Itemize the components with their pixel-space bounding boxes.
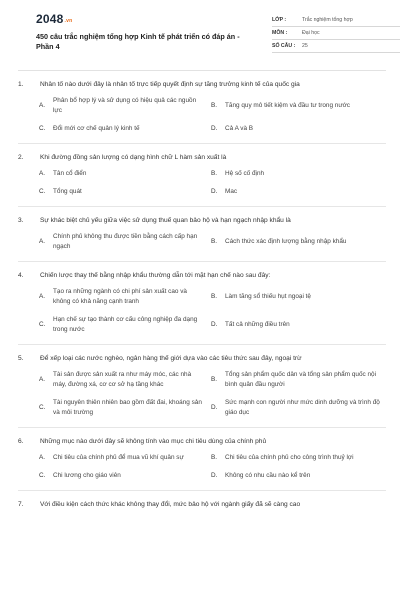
question-text (18, 500, 386, 509)
option-text: Chi tiêu của chính phủ để mua vũ khí quân sự (53, 454, 184, 461)
option-text: Sức mạnh con người như mức dinh dưỡng và trình độ giáo dục (225, 399, 380, 416)
option-text: Làm tăng sổ thiếu hụt ngoại tệ (225, 293, 311, 300)
answer-option[interactable] (39, 471, 211, 481)
answer-option[interactable] (211, 187, 386, 197)
question-stem: Khi đường đồng sản lượng có dạng hình chữ L hàm sản xuất là (40, 154, 227, 161)
answer-option[interactable] (211, 453, 386, 463)
meta-value: 25 (302, 43, 308, 49)
meta-row (272, 27, 400, 40)
option-letter: D. (211, 404, 218, 411)
answer-option[interactable] (39, 187, 211, 197)
question-stem: Những mục nào dưới đây sẽ không tính vào mục chi tiêu dùng của chính phủ (40, 438, 267, 445)
option-text: Tân cổ điển (53, 170, 87, 177)
option-letter: B. (211, 170, 218, 177)
option-text: Chính phủ không thu được tiền bằng cách cấp hạn ngạch (53, 233, 198, 250)
option-letter: C. (39, 472, 46, 479)
answer-options (39, 96, 386, 134)
answer-options (39, 370, 386, 418)
option-letter: A. (39, 293, 46, 300)
option-letter: D. (211, 321, 218, 328)
answer-option[interactable] (39, 370, 211, 390)
question-item (18, 216, 386, 262)
question-stem: Với điều kiện cách thức khác không thay đổi, mức bảo hộ với ngành giấy đã sẽ càng cao (40, 501, 301, 508)
question-divider (18, 427, 386, 428)
option-text: Hạn chế sự tạo thành cơ cấu công nghiệp đa dạng trong nước (53, 316, 198, 333)
question-number: 2. (18, 154, 24, 161)
meta-label: MÔN : (272, 30, 288, 36)
answer-option[interactable] (211, 124, 386, 134)
question-item (18, 80, 386, 144)
question-item (18, 354, 386, 428)
question-number: 1. (18, 81, 24, 88)
option-letter: B. (211, 376, 218, 383)
answer-option[interactable] (39, 232, 211, 252)
question-divider (18, 344, 386, 345)
question-number: 7. (18, 501, 24, 508)
option-text: Hệ số cố định (225, 170, 265, 177)
option-text: Tài sản được sản xuất ra như máy móc, các nhà máy, đường xá, cơ cơ sở hạ tầng khác (53, 371, 192, 388)
meta-value: Đại học (302, 30, 320, 36)
question-item (18, 437, 386, 491)
option-text: Mac (225, 188, 238, 195)
option-letter: B. (211, 102, 218, 109)
question-number: 4. (18, 272, 24, 279)
answer-option[interactable] (211, 370, 386, 390)
question-number: 6. (18, 438, 24, 445)
answer-option[interactable] (39, 453, 211, 463)
option-letter: A. (39, 238, 46, 245)
question-text (18, 271, 386, 280)
option-text: Cả A và B (225, 125, 254, 132)
answer-options (39, 232, 386, 252)
option-text: Đổi mới cơ chế quản lý kinh tế (53, 125, 140, 132)
answer-option[interactable] (211, 232, 386, 252)
meta-label: SỐ CÂU : (272, 43, 296, 49)
question-list (18, 80, 386, 509)
meta-value: Trắc nghiệm tổng hợp (302, 17, 353, 23)
option-text: Tăng quy mô tiết kiệm và đầu tư trong nước (225, 102, 350, 109)
meta-row (272, 40, 400, 53)
question-text (18, 216, 386, 225)
answer-options (39, 453, 386, 481)
answer-option[interactable] (39, 287, 211, 307)
option-text: Không có nhu cầu nào kể trên (225, 472, 311, 479)
option-letter: B. (211, 454, 218, 461)
answer-option[interactable] (39, 96, 211, 116)
question-text (18, 80, 386, 89)
answer-option[interactable] (211, 287, 386, 307)
question-divider (18, 206, 386, 207)
question-divider (18, 490, 386, 491)
meta-row (272, 14, 400, 27)
option-letter: A. (39, 376, 46, 383)
option-text: Tài nguyên thiên nhiên bao gồm đất đai, khoáng sản và môi trường (53, 399, 202, 416)
option-text: Chi tiêu của chính phủ cho công trình thuỷ lợi (225, 454, 354, 461)
question-text (18, 153, 386, 162)
question-number: 3. (18, 217, 24, 224)
question-number: 5. (18, 355, 24, 362)
document-header (18, 0, 386, 66)
question-stem: Để xếp loại các nước nghèo, ngân hàng thế giới dựa vào các tiêu thức sau đây, ngoại trừ (40, 355, 302, 362)
option-text: Chi lương cho giáo viên (53, 472, 121, 479)
answer-option[interactable] (211, 169, 386, 179)
document-title: 450 câu trắc nghiệm tổng hợp Kinh tế phát triển có đáp án - Phần 4 (36, 32, 240, 51)
answer-option[interactable] (211, 96, 386, 116)
option-text: Tất cả những điều trên (225, 321, 290, 328)
answer-options (39, 287, 386, 335)
meta-label: LỚP : (272, 17, 287, 23)
option-letter: A. (39, 102, 46, 109)
option-letter: B. (211, 238, 218, 245)
option-text: Tổng sản phẩm quốc dân và tổng sản phẩm quốc nội bình quân đầu người (225, 371, 376, 388)
question-item (18, 500, 386, 509)
option-letter: C. (39, 188, 46, 195)
answer-options (39, 169, 386, 197)
option-letter: C. (39, 404, 46, 411)
question-text (18, 354, 386, 363)
option-text: Tổng quát (53, 188, 82, 195)
answer-option[interactable] (211, 315, 386, 335)
answer-option[interactable] (39, 398, 211, 418)
question-divider (18, 143, 386, 144)
question-divider (18, 261, 386, 262)
option-letter: C. (39, 321, 46, 328)
answer-option[interactable] (39, 315, 211, 335)
answer-option[interactable] (39, 169, 211, 179)
answer-option[interactable] (39, 124, 211, 134)
option-letter: D. (211, 188, 218, 195)
header-divider (18, 70, 386, 71)
option-letter: B. (211, 293, 218, 300)
option-letter: D. (211, 472, 218, 479)
answer-option[interactable] (211, 471, 386, 481)
option-letter: A. (39, 170, 46, 177)
answer-option[interactable] (211, 398, 386, 418)
option-text: Cách thức xác định lượng bằng nhập khẩu (225, 238, 347, 245)
option-letter: D. (211, 125, 218, 132)
meta-info (272, 14, 400, 53)
option-letter: A. (39, 454, 46, 461)
question-stem: Nhân tố nào dưới đây là nhân tố trực tiếp quyết định sự tăng trưởng kinh tế của quốc gia (40, 81, 300, 88)
question-stem: Chiến lược thay thế bằng nhập khẩu thường dẫn tới mặt hạn chế nào sau đây: (40, 272, 271, 279)
question-stem: Sự khác biệt chủ yếu giữa việc sử dụng thuế quan bảo hộ và hạn ngạch nhập khẩu là (40, 217, 291, 224)
option-text: Phân bổ hợp lý và sử dụng có hiệu quả các nguồn lực (53, 97, 197, 114)
option-letter: C. (39, 125, 46, 132)
question-item (18, 271, 386, 345)
option-text: Tạo ra những ngành có chi phí sản xuất cao và không có khả năng cạnh tranh (53, 288, 187, 305)
site-logo[interactable]: 2048.vn (36, 12, 73, 26)
question-item (18, 153, 386, 207)
question-text (18, 437, 386, 446)
